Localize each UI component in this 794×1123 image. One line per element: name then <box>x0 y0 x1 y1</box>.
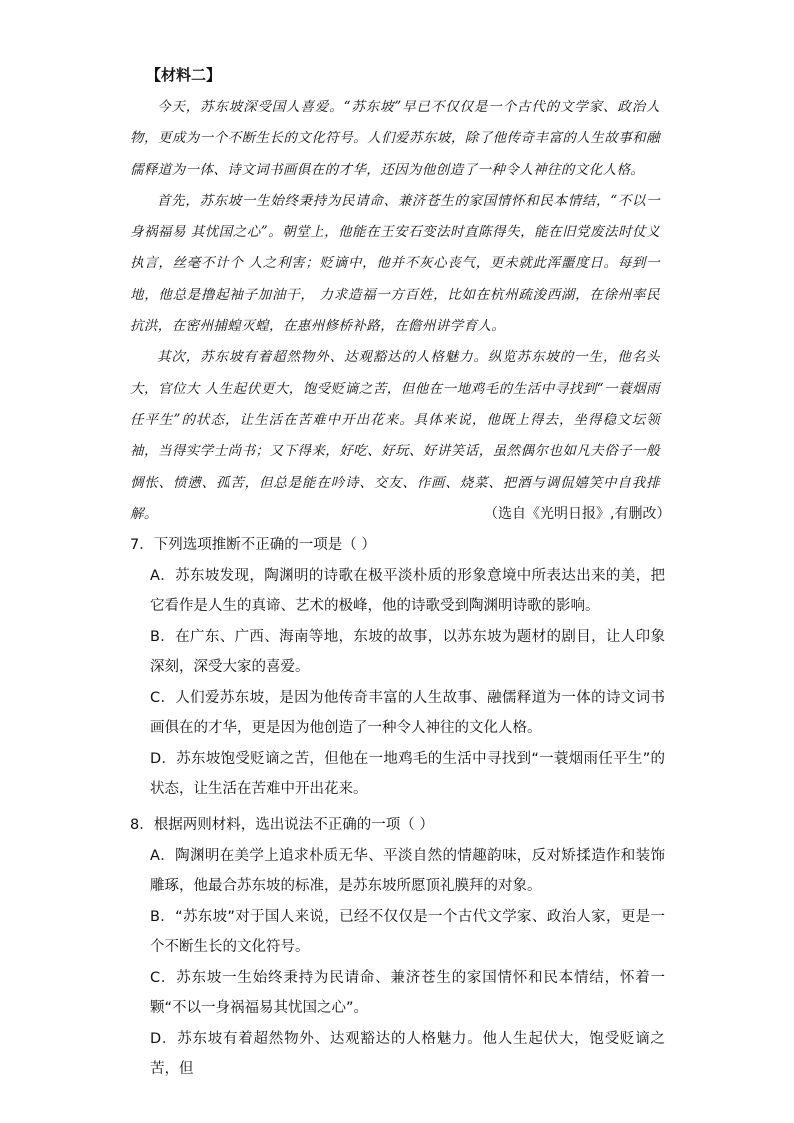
question-8 <box>130 810 665 1085</box>
material-paragraph: 首先，苏东坡一生始终秉持为民请命、兼济苍生的家国情怀和民本情结，“不以一身祸福易 其忧国之心”。朝堂上，他能在王安石变法时直陈得失，能在旧党废法时仗义执言，丝毫不计个 人之利害；贬谪中，他并不灰心丧气，更未就此浑噩度日。每到一地，他总是撸起袖子加油干， 力求造福一方百姓，比如在杭州疏浚西湖，在徐州率民抗洪，在密州捕蝗灭蝗，在惠州修桥补路，在儋州讲学育人。 <box>130 192 660 335</box>
material-title: 【材料二】 <box>146 66 222 84</box>
option-a: A．苏东坡发现，陶渊明的诗歌在极平淡朴质的形象意境中所表达出来的美，把它看作是人生的真谛、艺术的极峰，他的诗歌受到陶渊明诗歌的影响。 <box>150 567 665 614</box>
material-paragraph: 其次，苏东坡有着超然物外、达观豁达的人格魅力。纵览苏东坡的一生，他名头大，官位大 人生起伏更大，饱受贬谪之苦，但他在一地鸡毛的生活中寻找到“一蓑烟雨任平生”的状态，让生活在苦难中开出花来。具体来说，他既上得去，坐得稳文坛领袖，当得实学士尚书；又下得来，好吃、好玩、好讲笑话，虽然偶尔也如凡夫俗子一般惆怅、愤懑、孤苦，但总是能在吟诗、交友、作画、烧菜、把酒与调侃嬉笑中自我排解。 <box>130 349 660 522</box>
option-a: A．陶渊明在美学上追求朴质无华、平淡自然的情趣韵味，反对矫揉造作和装饰雕琢，他最合苏东坡的标准，是苏东坡所愿顶礼膜拜的对象。 <box>150 847 665 894</box>
material-paragraph: 今天，苏东坡深受国人喜爱。“苏东坡”早已不仅仅是一个古代的文学家、政治人物，更成为一个不断生长的文化符号。人们爱苏东坡，除了他传奇丰富的人生故事和融儒释道为一体、诗文词书画俱在的才华，还因为他创造了一种令人神往的文化人格。 <box>130 99 660 178</box>
option-c: C．人们爱苏东坡，是因为他传奇丰富的人生故事、融儒释道为一体的诗文词书画俱在的才华，更是因为他创造了一种令人神往的文化人格。 <box>150 689 665 736</box>
option-b: B．在广东、广西、海南等地，东坡的故事，以苏东坡为题材的剧目，让人印象深刻，深受大家的喜爱。 <box>150 628 665 675</box>
material-source: （选自《光明日报》,有删改） <box>484 506 671 522</box>
question-stem: 8．根据两则材料，选出说法不正确的一项（ ） <box>130 817 434 833</box>
question-stem: 7．下列选项推断不正确的一项是（ ） <box>130 537 376 553</box>
option-d: D．苏东坡有着超然物外、达观豁达的人格魅力。他人生起伏大，饱受贬谪之苦，但 <box>150 1030 665 1077</box>
question-7 <box>130 530 665 805</box>
option-c: C．苏东坡一生始终秉持为民请命、兼济苍生的家国情怀和民本情结，怀着一颗“不以一身祸福易其忧国之心”。 <box>150 969 665 1016</box>
material-body <box>130 92 660 530</box>
option-d: D．苏东坡饱受贬谪之苦，但他在一地鸡毛的生活中寻找到“一蓑烟雨任平生”的状态，让生活在苦难中开出花来。 <box>150 750 665 797</box>
option-b: B．“苏东坡”对于国人来说，已经不仅仅是一个古代文学家、政治人家，更是一个不断生长的文化符号。 <box>150 908 665 955</box>
